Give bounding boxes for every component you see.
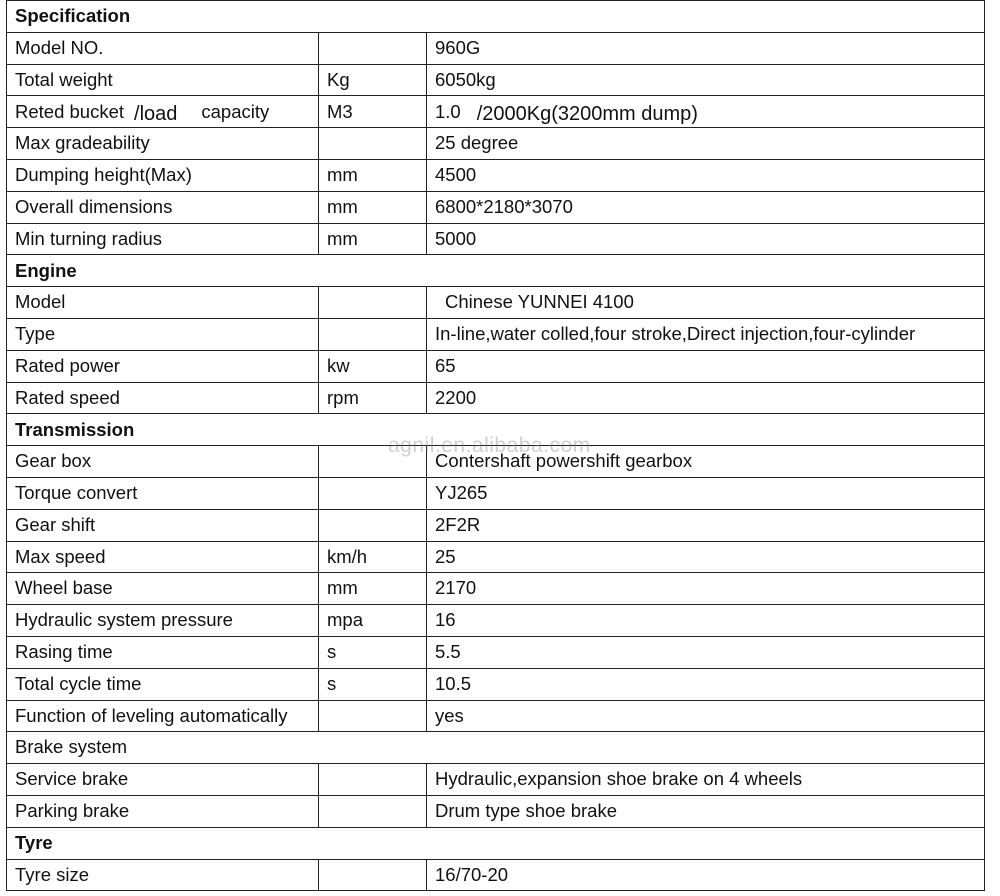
spec-value: 960G [427,32,985,64]
spec-name: Dumping height(Max) [7,159,319,191]
spec-value: 2F2R [427,509,985,541]
table-row [7,159,985,191]
spec-value: 5000 [427,223,985,255]
spec-unit [319,128,427,160]
table-row [7,96,985,128]
section-header-engine [7,255,985,287]
spec-value: 6800*2180*3070 [427,191,985,223]
table-row [7,32,985,64]
section-title: Brake system [7,732,985,764]
watermark: agnil.en.alibaba.com [388,434,591,457]
table-row [7,573,985,605]
spec-name: Tyre size [7,859,319,891]
spec-value: Hydraulic,expansion shoe brake on 4 wheels [427,764,985,796]
section-header-specification [7,1,985,33]
spec-value: In-line,water colled,four stroke,Direct injection,four-cylinder [427,318,985,350]
spec-value: yes [427,700,985,732]
table-row [7,318,985,350]
spec-name: Function of leveling automatically [7,700,319,732]
section-header-brake-system [7,732,985,764]
spec-value: 2170 [427,573,985,605]
spec-name: Rated power [7,350,319,382]
spec-value: 65 [427,350,985,382]
spec-unit [319,509,427,541]
spec-name: Overall dimensions [7,191,319,223]
spec-unit: mm [319,223,427,255]
spec-name: Hydraulic system pressure [7,605,319,637]
spec-unit [319,477,427,509]
spec-value: 25 [427,541,985,573]
section-title: Engine [7,255,985,287]
spec-name: Max gradeability [7,128,319,160]
spec-unit [319,287,427,319]
spec-value: 6050kg [427,64,985,96]
spec-value: 25 degree [427,128,985,160]
spec-name-part: capacity [201,100,270,122]
table-row [7,446,985,478]
section-header-transmission [7,414,985,446]
table-row [7,541,985,573]
spec-unit: rpm [319,382,427,414]
section-header-tyre [7,827,985,859]
spec-value: Drum type shoe brake [427,795,985,827]
spec-unit [319,859,427,891]
table-row [7,191,985,223]
specification-table [6,0,985,891]
spec-name: Gear box [7,446,319,478]
spec-name: Min turning radius [7,223,319,255]
table-row [7,859,985,891]
spec-unit: Kg [319,64,427,96]
spec-unit: mm [319,573,427,605]
spec-value: 10.5 [427,668,985,700]
section-title: Specification [7,1,985,33]
spec-name: Total weight [7,64,319,96]
spec-unit [319,318,427,350]
spec-unit: mpa [319,605,427,637]
spec-name: Total cycle time [7,668,319,700]
table-row [7,795,985,827]
table-row [7,509,985,541]
spec-value [427,96,985,128]
spec-unit: kw [319,350,427,382]
table-row [7,287,985,319]
spec-name [7,96,319,128]
table-row [7,128,985,160]
spec-unit: M3 [319,96,427,128]
table-row [7,223,985,255]
spec-name: Gear shift [7,509,319,541]
spec-name-part: Reted bucket [15,100,125,122]
section-title: Transmission [7,414,985,446]
spec-unit: mm [319,191,427,223]
spec-value-part: /2000Kg(3200mm dump) [476,102,698,125]
spec-unit [319,700,427,732]
spec-value: 4500 [427,159,985,191]
spec-value: Chinese YUNNEI 4100 [427,287,985,319]
spec-name: Model NO. [7,32,319,64]
table-row [7,64,985,96]
spec-unit: s [319,668,427,700]
spec-value: YJ265 [427,477,985,509]
spec-name: Service brake [7,764,319,796]
spec-name: Torque convert [7,477,319,509]
spec-value: 2200 [427,382,985,414]
spec-unit [319,764,427,796]
spec-name: Wheel base [7,573,319,605]
table-row [7,700,985,732]
spec-name-part: /load [134,102,178,125]
table-row [7,764,985,796]
spec-unit: km/h [319,541,427,573]
spec-name: Max speed [7,541,319,573]
spec-unit: mm [319,159,427,191]
table-row [7,477,985,509]
table-row [7,636,985,668]
spec-value: 16/70-20 [427,859,985,891]
spec-value: 16 [427,605,985,637]
spec-name: Model [7,287,319,319]
spec-name: Rasing time [7,636,319,668]
spec-unit [319,32,427,64]
spec-name: Parking brake [7,795,319,827]
section-title: Tyre [7,827,985,859]
spec-value-part: 1.0 [435,100,461,122]
spec-value: Contershaft powershift gearbox [427,446,985,478]
table-row [7,605,985,637]
table-row [7,350,985,382]
spec-unit [319,795,427,827]
spec-name: Rated speed [7,382,319,414]
table-row [7,382,985,414]
spec-unit [319,446,427,478]
spec-value: 5.5 [427,636,985,668]
spec-name: Type [7,318,319,350]
spec-unit: s [319,636,427,668]
table-row [7,668,985,700]
